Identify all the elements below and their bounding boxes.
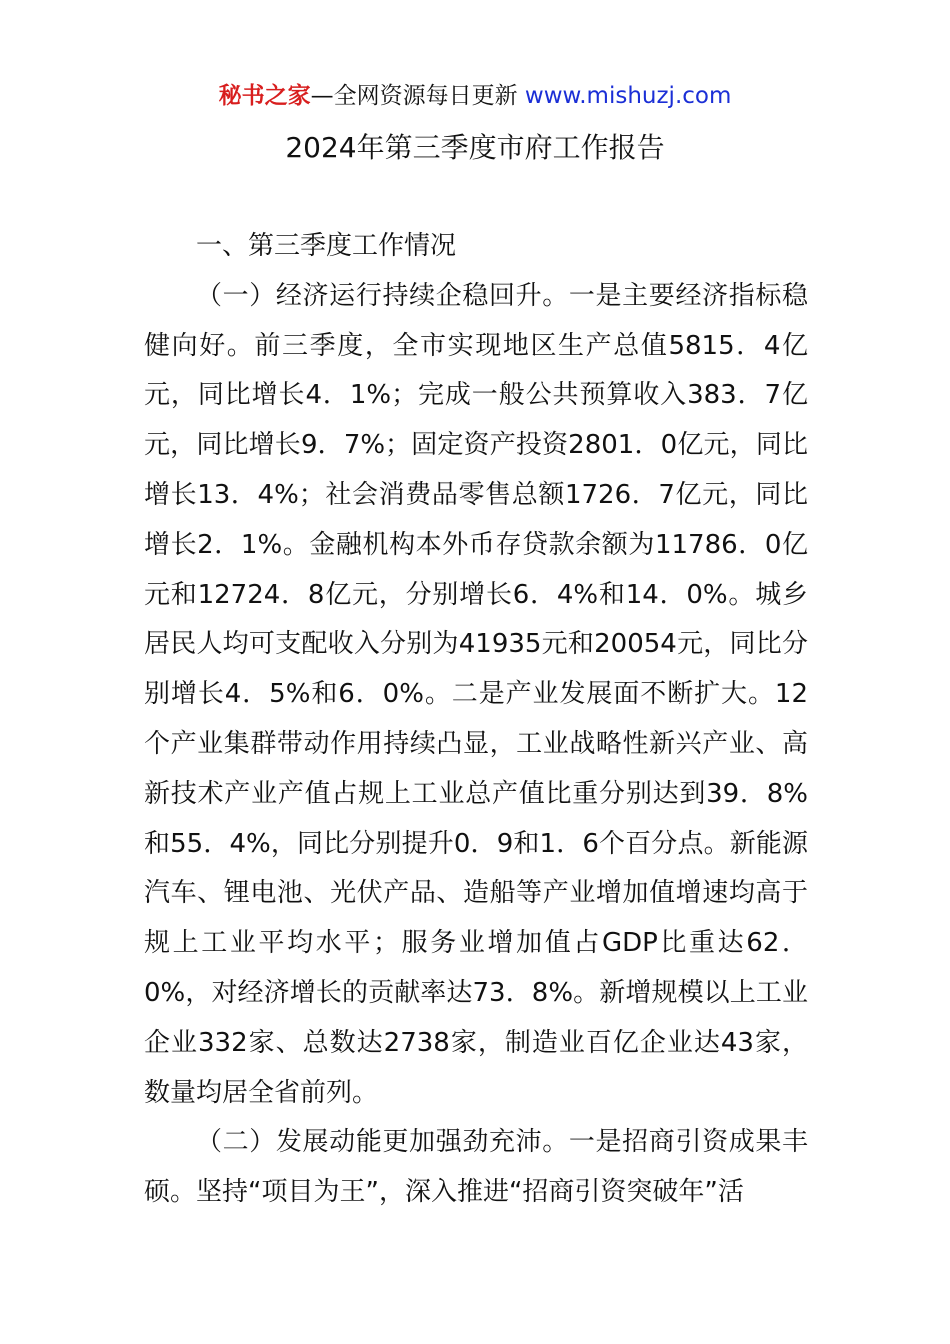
document-body — [144, 222, 808, 1218]
site-url[interactable]: www.mishuzj.com — [524, 83, 732, 109]
section-heading: 一、第三季度工作情况 — [196, 231, 457, 261]
paragraph-economy: （一）经济运行持续企稳回升。一是主要经济指标稳健向好。前三季度，全市实现地区生产总值5815．4亿元，同比增长4．1%；完成一般公共预算收入383．7亿元，同比增长9．7%；固定资产投资2801．0亿元，同比增长13．4%；社会消费品零售总额1726．7亿元，同比增长2．1%。金融机构本外币存贷款余额为11786．0亿元和12724．8亿元，分别增长6．4%和14．0%。城乡居民人均可支配收入分别为41935元和20054元，同比分别增长4．5%和6．0%。二是产业发展面不断扩大。12个产业集群带动作用持续凸显，工业战略性新兴产业、高新技术产业产值占规上工业总产值比重分别达到39．8%和55．4%，同比分别提升0．9和1．6个百分点。新能源汽车、锂电池、光伏产品、造船等产业增加值增速均高于规上工业平均水平；服务业增加值占GDP比重达62．0%，对经济增长的贡献率达73．8%。新增规模以上工业企业332家、总数达2738家，制造业百亿企业达43家，数量均居全省前列。 — [144, 280, 808, 1108]
brand-name: 秘书之家 — [218, 83, 311, 109]
document-title: 2024年第三季度市府工作报告 — [285, 131, 665, 164]
watermark-header — [0, 80, 950, 112]
paragraph-momentum: （二）发展动能更加强劲充沛。一是招商引资成果丰硕。坚持“项目为王”，深入推进“招商引资突破年”活 — [144, 1127, 808, 1208]
brand-tagline: —全网资源每日更新 — [310, 83, 518, 109]
